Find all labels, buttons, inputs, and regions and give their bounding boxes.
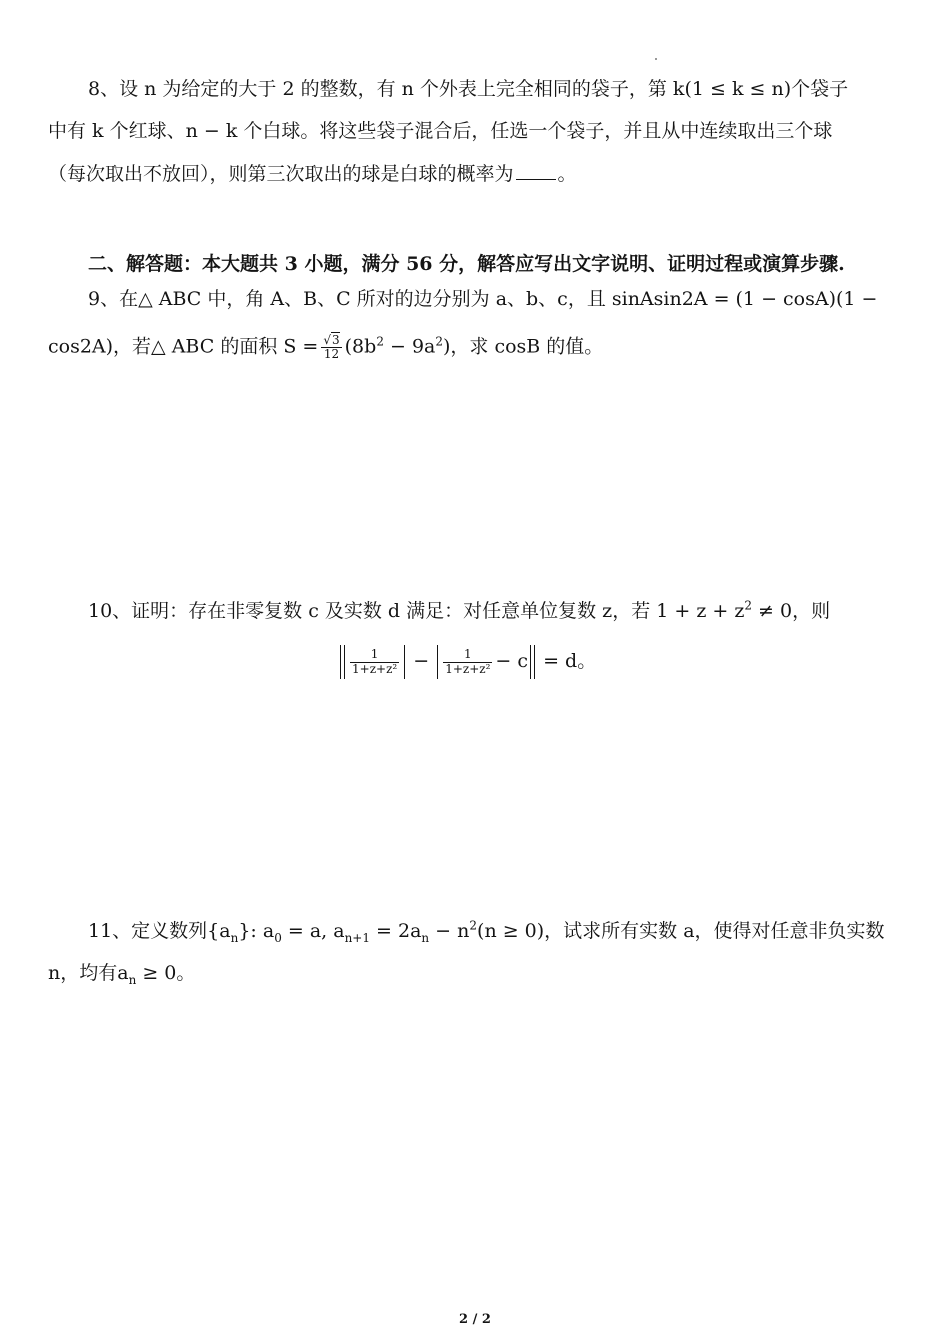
q11-s3: n+1 [344,930,370,945]
q10-text-a: 10、证明：存在非零复数 c 及实数 d 满足：对任意单位复数 z，若 1 + z + z [88,600,745,622]
q9-expr-c: )，求 cosB 的值。 [443,335,604,358]
page-number: 2 / 2 [459,1312,491,1327]
q11-s5: 2 [469,918,478,933]
q11-s2: 0 [274,930,282,945]
q9-exp-2: 2 [435,334,444,349]
q8-line-3 [48,162,577,184]
q9-expr-b: − 9a [383,335,436,358]
q11-t5: − n [429,920,470,942]
q10-equals: = d。 [543,650,597,672]
q9-line-2 [48,334,603,361]
q11-s1: n [230,930,239,945]
fraction-numerator: 3 [332,333,340,347]
section-2-title: 二、解答题：本大题共 3 小题，满分 56 分，解答应写出文字说明、证明过程或演算步骤. [88,253,845,275]
q9-exp-1: 2 [376,334,384,349]
answer-blank [516,162,556,180]
q8-line-3-end: 。 [557,163,577,185]
q8-line-2: 中有 k 个红球、n − k 个白球。将这些袋子混合后，任选一个袋子，并且从中连续取出三个球 [48,120,833,142]
q11-line-2 [48,962,196,987]
q10-line-1 [88,598,831,622]
q10-frac1-num: 1 [370,647,379,662]
q9-line-2-text: cos2A)，若△ ABC 的面积 S = [48,335,319,358]
q11-t3: = a, a [281,920,345,942]
q11-t4: = 2a [369,920,422,942]
q11-s4: n [421,930,430,945]
q10-fraction-1 [350,648,399,675]
q11-t1: 11、定义数列{a [88,920,231,942]
q10-text-b: ≠ 0，则 [751,600,831,622]
q10-frac2-num: 1 [464,647,472,662]
inner-abs-right [404,645,405,679]
q11-t8: ≥ 0。 [136,962,196,984]
q11-t7: n，均有a [48,962,129,984]
q10-frac2-den: 1+z+z² [445,661,491,676]
q11-s6: n [128,972,137,987]
q10-minus: − [413,650,430,672]
q10-fraction-2 [443,648,492,675]
q9-line-1: 9、在△ ABC 中，角 A、B、C 所对的边分别为 a、b、c，且 sinAsin2A = (1 − cosA)(1 − [88,288,878,310]
scan-speck [655,58,657,60]
fraction-denominator: 12 [321,347,341,361]
inner-abs2-left [437,645,438,679]
q11-line-1 [88,918,885,945]
outer-abs-left [340,645,345,679]
q10-frac1-den: 1+z+z² [352,661,398,676]
q10-minus-c: − c [495,650,529,672]
q8-line-3-text: （每次取出不放回），则第三次取出的球是白球的概率为 [48,163,514,185]
q9-expr-a: (8b [344,335,377,358]
q11-t2: }: a [238,920,275,942]
outer-abs-right [530,645,535,679]
q8-line-1: 8、设 n 为给定的大于 2 的整数，有 n 个外表上完全相同的袋子，第 k(1 ≤ k ≤ n)个袋子 [88,78,849,100]
q10-exp: 2 [744,598,752,613]
q11-t6: (n ≥ 0)，试求所有实数 a，使得对任意非负实数 [477,920,885,942]
q10-formula [338,645,596,679]
area-fraction: $\frac{√3}{12}$ [323,333,340,362]
